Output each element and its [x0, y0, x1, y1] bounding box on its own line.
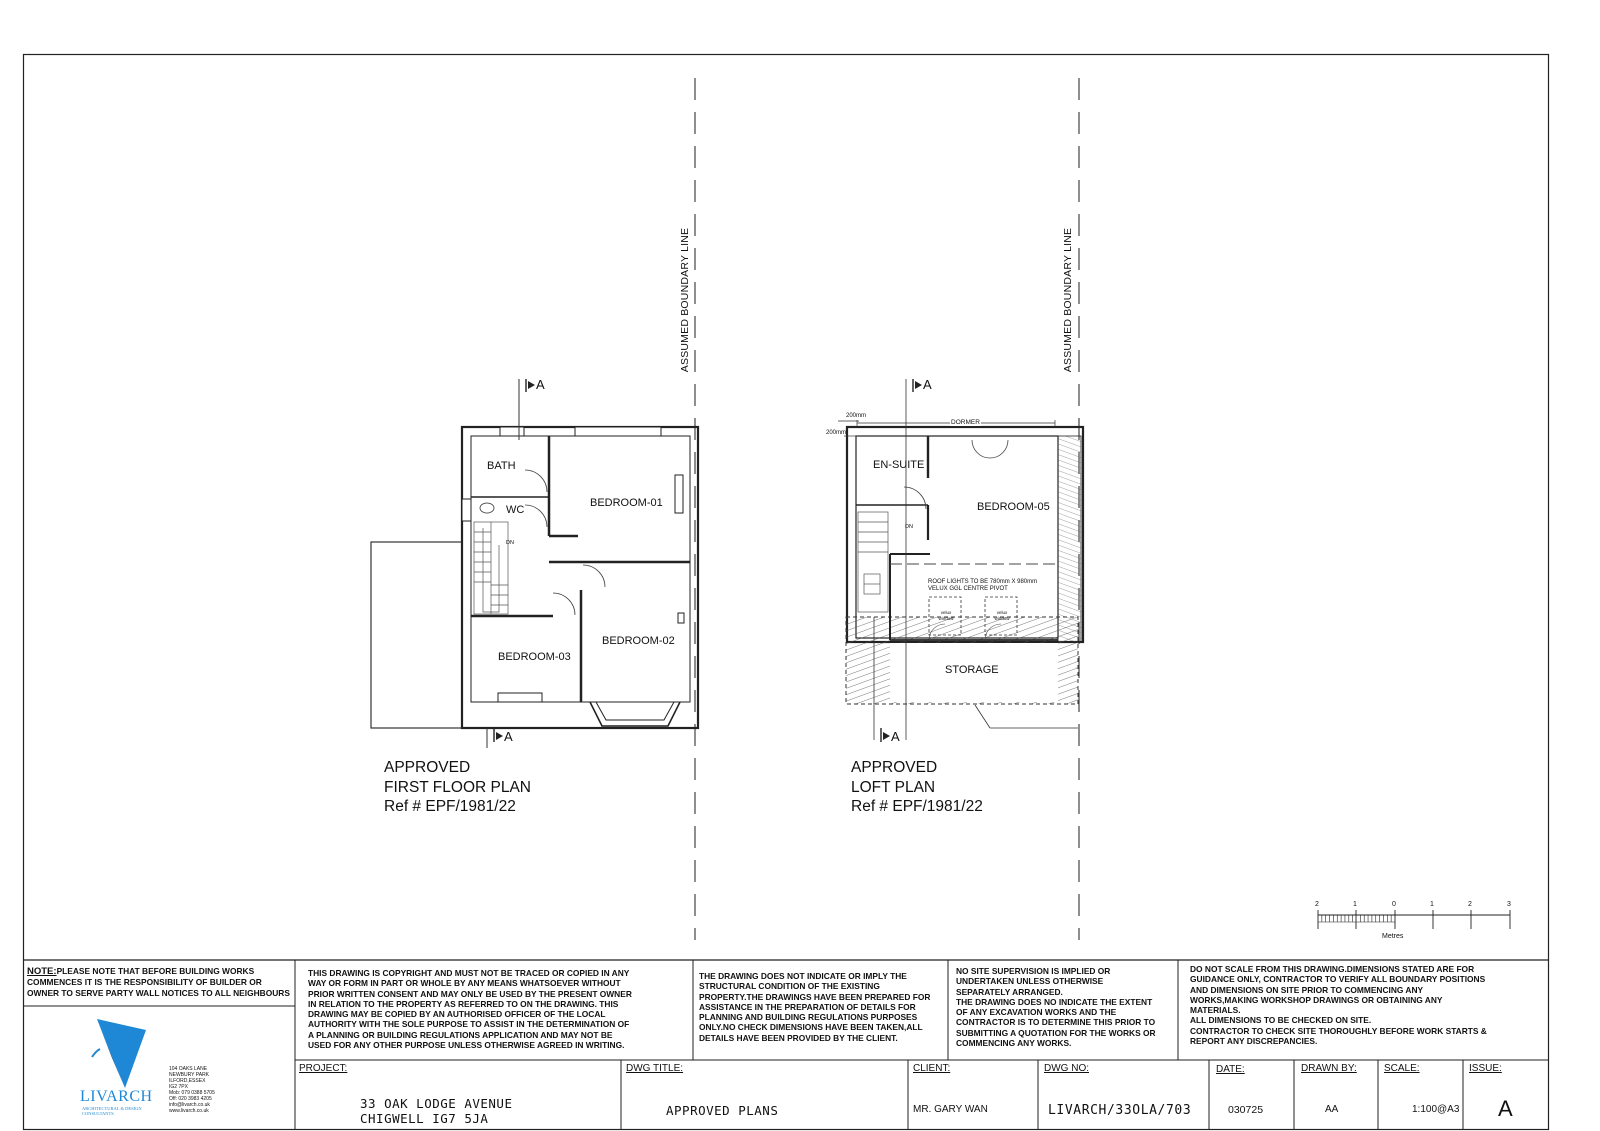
first-floor-caption	[384, 758, 531, 817]
dim-label-side: 200mm	[826, 430, 847, 436]
scale-tick-label: 2	[1468, 901, 1472, 908]
stair-label-ff: DN	[506, 540, 514, 546]
velux-window-label-1: velux window	[938, 610, 954, 621]
room-label-bedroom-05: BEDROOM-05	[977, 501, 1050, 513]
structural-note: THE DRAWING DOES NOT INDICATE OR IMPLY THE STRUCTURAL CONDITION OF THE EXISTING PROPERTY.THE DRAWINGS HAVE BEEN PREPARED FOR ASSISTANCE IN THE PREPARATION OF DETAILS FOR PLANNING AND BUILDING REGULATIONS PURPOSES ONLY.NO CHECK DIMENSIONS HAVE BEEN TAKEN,ALL DETAILS HAVE BEEN PROVIDED BY THE CLIENT.	[699, 971, 931, 1043]
first-floor-plan	[371, 379, 698, 748]
scale-tick-label: 0	[1392, 901, 1396, 908]
livarch-logo-mark	[92, 1019, 146, 1088]
scale-label: SCALE:	[1384, 1063, 1420, 1074]
room-label-bath: BATH	[487, 460, 516, 472]
room-label-bedroom-01: BEDROOM-01	[590, 497, 663, 509]
copyright-note: THIS DRAWING IS COPYRIGHT AND MUST NOT BE TRACED OR COPIED IN ANY WAY OR FORM IN PART OR WHOLE BY ANY MEANS WHATSOEVER WITHOUT PRIOR WRITTEN CONSENT AND MAY ONLY BE USED BY THE PRESENT OWNER IN RELATION TO THE PROPERTY AS REFERRED TO ON THE DRAWING. THIS DRAWING MAY BE COPIED BY AN AUTHORISED OFFICER OF THE LOCAL AUTHORITY WITH THE SOLE PURPOSE TO ASSIST IN THE DETERMINATION OF A PLANNING OR BUILDING REGULATIONS APPLICATION AND MAY NOT BE USED FOR ANY OTHER PURPOSE UNLESS OTHERWISE AGREED IN WRITING.	[308, 968, 632, 1051]
velux-note: VELUX GGL CENTRE PIVOT	[928, 586, 1008, 592]
date-label: DATE:	[1216, 1064, 1245, 1075]
boundary-label-loft: ASSUMED BOUNDARY LINE	[1062, 227, 1074, 373]
scale-tick-label: 1	[1430, 901, 1434, 908]
section-mark-loft-top: A	[923, 377, 932, 392]
scale-tick-label: 3	[1507, 901, 1511, 908]
boundary-label-first-floor: ASSUMED BOUNDARY LINE	[679, 227, 691, 373]
loft-plan	[838, 379, 1083, 742]
scale-tick-label: 1	[1353, 901, 1357, 908]
firm-name: LIVARCH	[80, 1088, 153, 1105]
roof-lights-note: ROOF LIGHTS TO BE 780mm X 980mm	[928, 579, 1038, 585]
project-label: PROJECT:	[299, 1063, 348, 1074]
issue-label: ISSUE:	[1469, 1063, 1502, 1074]
scale-note: DO NOT SCALE FROM THIS DRAWING.DIMENSIONS STATED ARE FOR GUIDANCE ONLY, CONTRACTOR TO VERIFY ALL BOUNDARY POSITIONS AND DIMENSIONS ON SITE PRIOR TO COMMENCING ANY WORKS,MAKING WORKSHOP DRAWINGS OR OBTAINING ANY MATERIALS. ALL DIMENSIONS TO BE CHECKED ON SITE. CONTRACTOR TO CHECK SITE THOROUGHLY BEFORE WORK STARTS & REPORT ANY DISCREPANCIES.	[1190, 964, 1487, 1047]
drawn-by-label: DRAWN BY:	[1301, 1063, 1357, 1074]
scale-value: 1:100@A3	[1412, 1104, 1460, 1115]
room-label-bedroom-03: BEDROOM-03	[498, 651, 571, 663]
section-mark-ff-top: A	[536, 377, 545, 392]
client-value: MR. GARY WAN	[913, 1104, 988, 1115]
dim-label-top: 200mm	[846, 413, 867, 419]
dwg-no-value: LIVARCH/33OLA/703	[1048, 1103, 1192, 1118]
project-value: 33 OAK LODGE AVENUE CHIGWELL IG7 5JA	[360, 1096, 513, 1126]
room-label-en-suite: EN-SUITE	[873, 459, 925, 471]
dwg-title-value: APPROVED PLANS	[666, 1103, 779, 1118]
velux-window-label-2: velux window	[994, 610, 1010, 621]
dwg-title-label: DWG TITLE:	[626, 1063, 684, 1074]
room-label-wc: WC	[506, 504, 525, 516]
date-value: 030725	[1228, 1104, 1264, 1116]
caption-approved: APPROVED	[384, 759, 471, 776]
section-mark-loft-bottom: A	[891, 729, 900, 744]
drawn-by-value: AA	[1325, 1104, 1339, 1115]
caption-plan-title: FIRST FLOOR PLAN	[384, 778, 531, 796]
supervision-note: NO SITE SUPERVISION IS IMPLIED OR UNDERTAKEN UNLESS OTHERWISE SEPARATELY ARRANGED. THE DRAWING DOES NO INDICATE THE EXTENT OF ANY EXCAVATION WORKS AND THE CONTRACTOR IS TO DETERMINE THIS PRIOR TO SUBMITTING A QUOTATION FOR THE WORKS OR COMMENCING ANY WORKS.	[956, 966, 1156, 1049]
caption-approved: APPROVED	[851, 759, 938, 776]
note-lead: NOTE:	[27, 966, 57, 977]
firm-address: 104 OAKS LANE NEWBURY PARK ILFORD,ESSEX IG2 7PX Mob: 079 0388 5705 Off: 020 3983 4205 info@livarch.co.uk www.livarch.co.uk	[169, 1066, 215, 1114]
firm-tagline: ARCHITECTURAL & DESIGN CONSULTANTS	[82, 1106, 142, 1116]
loft-caption	[851, 758, 983, 817]
issue-value: A	[1498, 1096, 1513, 1121]
caption-plan-title: LOFT PLAN	[851, 778, 936, 796]
scale-unit-label: Metres	[1382, 933, 1404, 940]
caption-ref: Ref # EPF/1981/22	[384, 798, 516, 815]
scale-bar	[1318, 910, 1510, 929]
stair-label-loft: DN	[905, 524, 913, 530]
scale-tick-label: 2	[1315, 901, 1319, 908]
room-label-storage: STORAGE	[945, 664, 999, 676]
caption-ref: Ref # EPF/1981/22	[851, 798, 983, 815]
client-label: CLIENT:	[913, 1063, 951, 1074]
room-label-bedroom-02: BEDROOM-02	[602, 635, 675, 647]
section-mark-ff-bottom: A	[504, 729, 513, 744]
dormer-label: DORMER	[951, 419, 980, 426]
note-text: PLEASE NOTE THAT BEFORE BUILDING WORKS COMMENCES IT IS THE RESPONSIBILITY OF BUILDER OR OWNER TO SERVE PARTY WALL NOTICES TO ALL NEIGHBOURS	[27, 966, 290, 998]
dwg-no-label: DWG NO:	[1044, 1063, 1089, 1074]
party-wall-note	[27, 966, 291, 998]
